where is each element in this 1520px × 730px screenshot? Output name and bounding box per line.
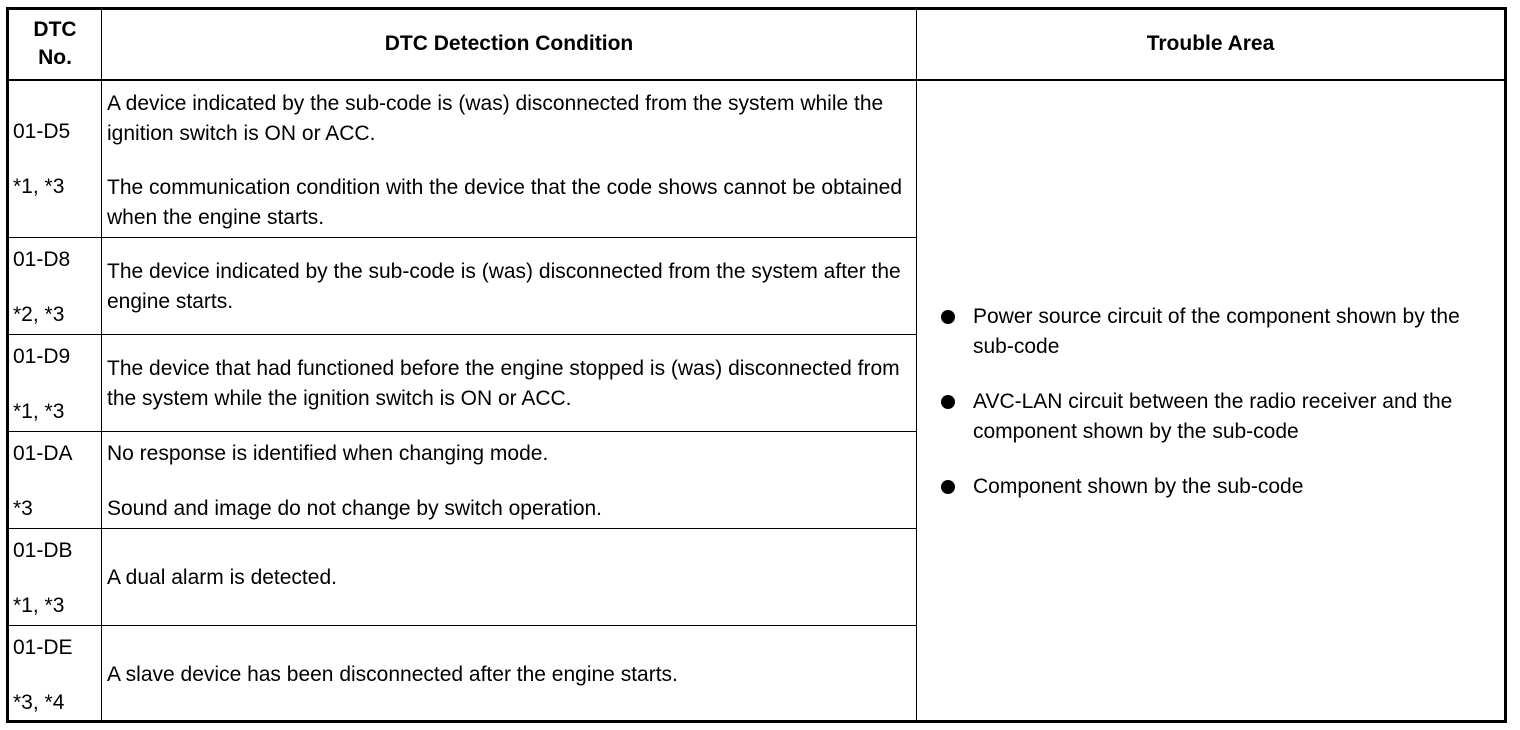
condition-text: A device indicated by the sub-code is (was) disconnected from the system while the ignition switch is ON or ACC. <box>107 91 884 145</box>
dtc-note: *3, *4 <box>13 691 65 714</box>
trouble-area-list <box>939 302 1494 527</box>
dtc-number-cell <box>8 432 102 529</box>
condition-text: Sound and image do not change by switch operation. <box>107 497 603 520</box>
dtc-number-cell <box>8 80 102 238</box>
dtc-number-cell <box>8 626 102 722</box>
bullet-icon <box>941 395 955 409</box>
detection-condition-cell <box>102 80 917 238</box>
dtc-number-cell <box>8 529 102 626</box>
trouble-area-text: Component shown by the sub-code <box>973 474 1304 498</box>
trouble-area-cell <box>917 80 1506 722</box>
dtc-code: 01-D8 <box>13 248 71 271</box>
list-item <box>939 387 1494 447</box>
dtc-code: 01-DB <box>13 539 73 562</box>
dtc-note: *2, *3 <box>13 303 65 326</box>
condition-text: The communication condition with the device that the code shows cannot be obtained when the engine starts. <box>107 175 902 229</box>
detection-condition-cell <box>102 626 917 722</box>
condition-text: A slave device has been disconnected after the engine starts. <box>107 663 678 686</box>
dtc-number-cell <box>8 238 102 335</box>
detection-condition-cell <box>102 432 917 529</box>
condition-text: A dual alarm is detected. <box>107 566 337 589</box>
trouble-area-text: Power source circuit of the component shown by the sub-code <box>973 304 1460 358</box>
trouble-area-text: AVC-LAN circuit between the radio receiver and the component shown by the sub-code <box>973 389 1453 443</box>
condition-text: No response is identified when changing mode. <box>107 442 549 465</box>
dtc-code: 01-DA <box>13 442 73 465</box>
dtc-note: *1, *3 <box>13 594 65 617</box>
dtc-code: 01-DE <box>13 636 73 659</box>
list-item <box>939 302 1494 362</box>
detection-condition-cell <box>102 335 917 432</box>
detection-condition-cell <box>102 529 917 626</box>
header-detection-condition: DTC Detection Condition <box>102 9 917 80</box>
condition-text: The device that had functioned before the engine stopped is (was) disconnected from the system while the ignition switch is ON or ACC. <box>107 357 900 410</box>
list-item <box>939 472 1494 502</box>
bullet-icon <box>941 310 955 324</box>
dtc-code: 01-D5 <box>13 119 71 143</box>
dtc-note: *1, *3 <box>13 400 65 423</box>
table-header-row <box>8 9 1506 80</box>
detection-condition-cell <box>102 238 917 335</box>
header-dtc-no-line1: DTC <box>33 18 77 42</box>
condition-text: The device indicated by the sub-code is (was) disconnected from the system after the engine starts. <box>107 260 901 313</box>
dtc-note: *3 <box>13 497 33 520</box>
dtc-number-cell <box>8 335 102 432</box>
bullet-icon <box>941 480 955 494</box>
dtc-code: 01-D9 <box>13 345 71 368</box>
dtc-table <box>6 7 1507 723</box>
header-dtc-no-line2: No. <box>38 46 72 70</box>
dtc-note: *1, *3 <box>13 174 65 198</box>
header-dtc-no <box>8 9 102 80</box>
table-row <box>8 80 1506 238</box>
header-trouble-area: Trouble Area <box>917 9 1506 80</box>
